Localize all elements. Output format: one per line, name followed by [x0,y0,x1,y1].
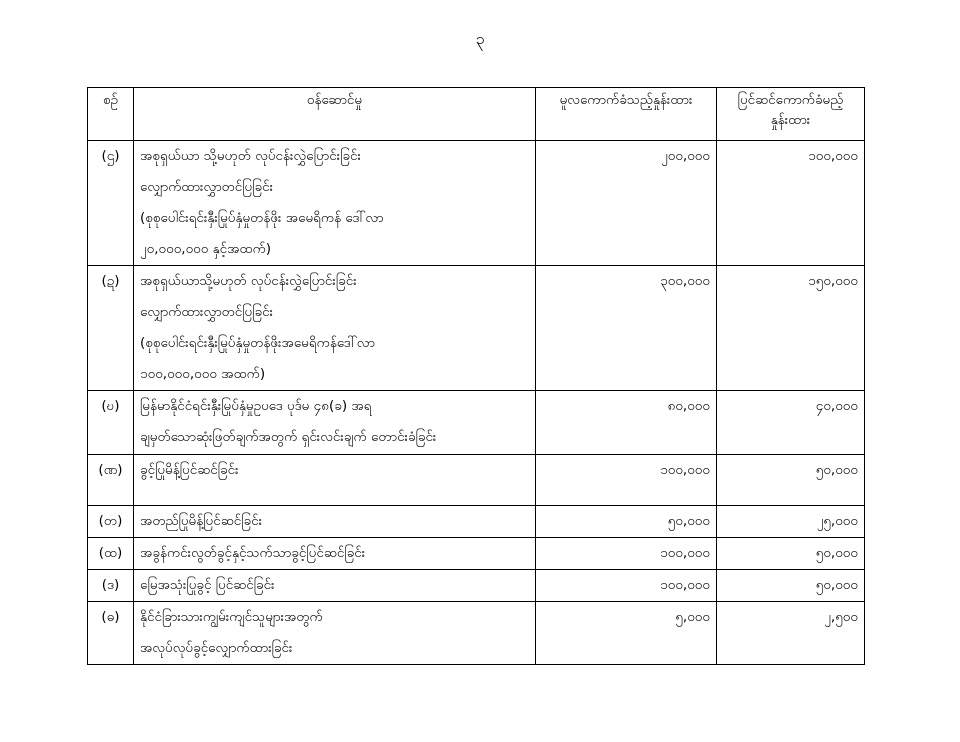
table-header-row [88,88,865,141]
service-description [134,570,536,602]
service-description-line: အစုရှယ်ယာသို့မဟုတ် လုပ်ငန်းလွှဲပြောင်းခြင်း [140,273,357,289]
original-fee: ၁၀၀,၀၀၀ [536,538,717,570]
header-original-fee: မူလကောက်ခံသည့်နှုန်းထား [536,88,717,141]
original-fee: ၅,၀၀၀ [536,602,717,665]
original-fee: ၅၀,၀၀၀ [536,506,717,538]
table-row [88,506,865,538]
revised-fee: ၂,၅၀၀ [717,602,865,665]
row-number: (ဓ) [88,602,134,665]
original-fee: ၂၀၀,၀၀၀ [536,141,717,266]
service-description [134,538,536,570]
row-number: (ထ) [88,538,134,570]
service-description [134,506,536,538]
original-fee: ၃၀၀,၀၀၀ [536,266,717,391]
header-no: စဉ် [88,88,134,141]
page-number: ၃ [475,29,485,48]
service-description-line: လျှောက်ထားလွှာတင်ပြခြင်း [140,179,274,195]
original-fee: ၁၀၀,၀၀၀ [536,570,717,602]
row-number: (ဏ) [88,455,134,506]
row-number: (ဎ) [88,391,134,455]
service-description-line: အစုရှယ်ယာ သို့မဟုတ် လုပ်ငန်းလွှဲပြောင်းခြင်း [140,148,361,164]
revised-fee: ၅၀,၀၀၀ [717,455,865,506]
row-number: (ဍ) [88,266,134,391]
revised-fee: ၅၀,၀၀၀ [717,538,865,570]
row-number: (ဌ) [88,141,134,266]
table-row [88,602,865,665]
row-number: (တ) [88,506,134,538]
service-description-line: နိုင်ငံခြားသားကျွမ်းကျင်သူများအတွက် [140,609,323,625]
fee-table [87,87,865,665]
row-number: (ဒ) [88,570,134,602]
table-row [88,570,865,602]
revised-fee: ၄၀,၀၀၀ [717,391,865,455]
table-row [88,391,865,455]
service-description-line: (စုစုပေါင်းရင်းနှီးမြုပ်နှံမှုတန်ဖိုးအမေရိကန်ဒေါ်လာ [140,335,375,351]
original-fee: ၈၀,၀၀၀ [536,391,717,455]
service-description-line: ၁၀၀,၀၀၀,၀၀၀ အထက်) [140,366,266,382]
header-service: ဝန်ဆောင်မှု [134,88,536,141]
revised-fee: ၁၅၀,၀၀၀ [717,266,865,391]
fee-table-body [88,141,865,665]
service-description-line: အခွန်ကင်းလွတ်ခွင့်နှင့်သက်သာခွင့်ပြင်ဆင်ခြင်း [140,545,366,561]
service-description-line: လျှောက်ထားလွှာတင်ပြခြင်း [140,304,274,320]
service-description [134,455,536,506]
service-description-line: (စုစုပေါင်းရင်းနှီးမြုပ်နှံမှုတန်ဖိုး အမေရိကန် ဒေါ်လာ [140,210,384,226]
original-fee: ၁၀၀,၀၀၀ [536,455,717,506]
service-description [134,141,536,266]
service-description-line: ၂၀,၀၀၀,၀၀၀ နှင့်အထက်) [140,241,272,257]
service-description-line: မြန်မာနိုင်ငံရင်းနှီးမြုပ်နှံမှုဥပဒေ ပုဒ်မ ၄၈(ခ) အရ [140,398,372,414]
service-description-line: ချမှတ်သောဆုံးဖြတ်ချက်အတွက် ရှင်းလင်းချက် တောင်းခံခြင်း [140,429,437,445]
service-description-line: ခွင့်ပြုမိန့်ပြင်ဆင်ခြင်း [140,462,239,478]
table-row [88,538,865,570]
header-revised-fee: ပြင်ဆင်ကောက်ခံမည့် နှုန်းထား [717,88,865,141]
revised-fee: ၁၀၀,၀၀၀ [717,141,865,266]
service-description [134,391,536,455]
service-description-line: အတည်ပြုမိန့်ပြင်ဆင်ခြင်း [140,513,263,529]
service-description [134,266,536,391]
table-row [88,455,865,506]
revised-fee: ၂၅,၀၀၀ [717,506,865,538]
service-description [134,602,536,665]
table-row [88,266,865,391]
service-description-line: မြေအသုံးပြုခွင့် ပြင်ဆင်ခြင်း [140,577,275,593]
table-row [88,141,865,266]
service-description-line: အလုပ်လုပ်ခွင့်လျှောက်ထားခြင်း [140,640,293,656]
revised-fee: ၅၀,၀၀၀ [717,570,865,602]
